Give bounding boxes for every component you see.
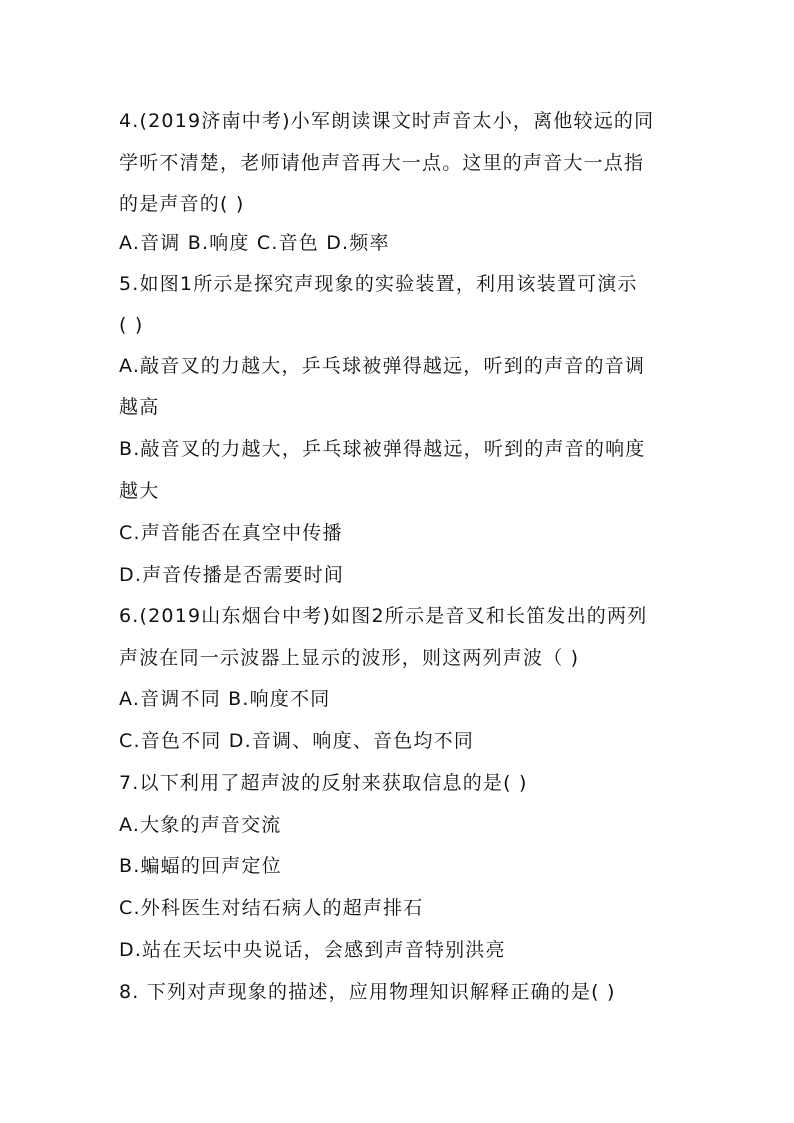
question-4-line-1: 4.(2019济南中考)小军朗读课文时声音太小，离他较远的同 [119,110,655,132]
question-6-options-line-2: C.音色不同 D.音调、响度、音色均不同 [119,730,475,752]
question-7-option-c: C.外科医生对结石病人的超声排石 [119,897,424,919]
question-5-option-a-line-1: A.敲音叉的力越大，乒乓球被弹得越远，听到的声音的音调 [119,355,646,377]
question-4-options: A.音调 B.响度 C.音色 D.频率 [119,232,390,254]
question-6-line-2: 声波在同一示波器上显示的波形，则这两列声波（ ) [119,647,580,669]
question-5-option-b-line-2: 越大 [119,480,160,502]
question-4-line-3: 的是声音的( ) [119,193,245,215]
question-6-options-line-1: A.音调不同 B.响度不同 [119,688,331,710]
question-5-option-a-line-2: 越高 [119,396,160,418]
question-5-line-2: ( ) [119,314,144,336]
question-7-option-a: A.大象的声音交流 [119,814,282,836]
question-6-line-1: 6.(2019山东烟台中考)如图2所示是音叉和长笛发出的两列 [119,605,648,627]
question-5-option-b-line-1: B.敲音叉的力越大，乒乓球被弹得越远，听到的声音的响度 [119,438,646,460]
question-7-option-d: D.站在天坛中央说话，会感到声音特别洪亮 [119,939,506,961]
question-5-line-1: 5.如图1所示是探究声现象的实验装置，利用该装置可演示 [119,273,638,295]
question-8-line-1: 8. 下列对声现象的描述，应用物理知识解释正确的是( ) [119,981,616,1003]
question-5-option-c: C.声音能否在真空中传播 [119,522,343,544]
question-4-line-2: 学听不清楚，老师请他声音再大一点。这里的声音大一点指 [119,152,645,174]
question-7-line-1: 7.以下利用了超声波的反射来获取信息的是( ) [119,772,528,794]
question-7-option-b: B.蝙蝠的回声定位 [119,855,282,877]
question-5-option-d: D.声音传播是否需要时间 [119,564,345,586]
